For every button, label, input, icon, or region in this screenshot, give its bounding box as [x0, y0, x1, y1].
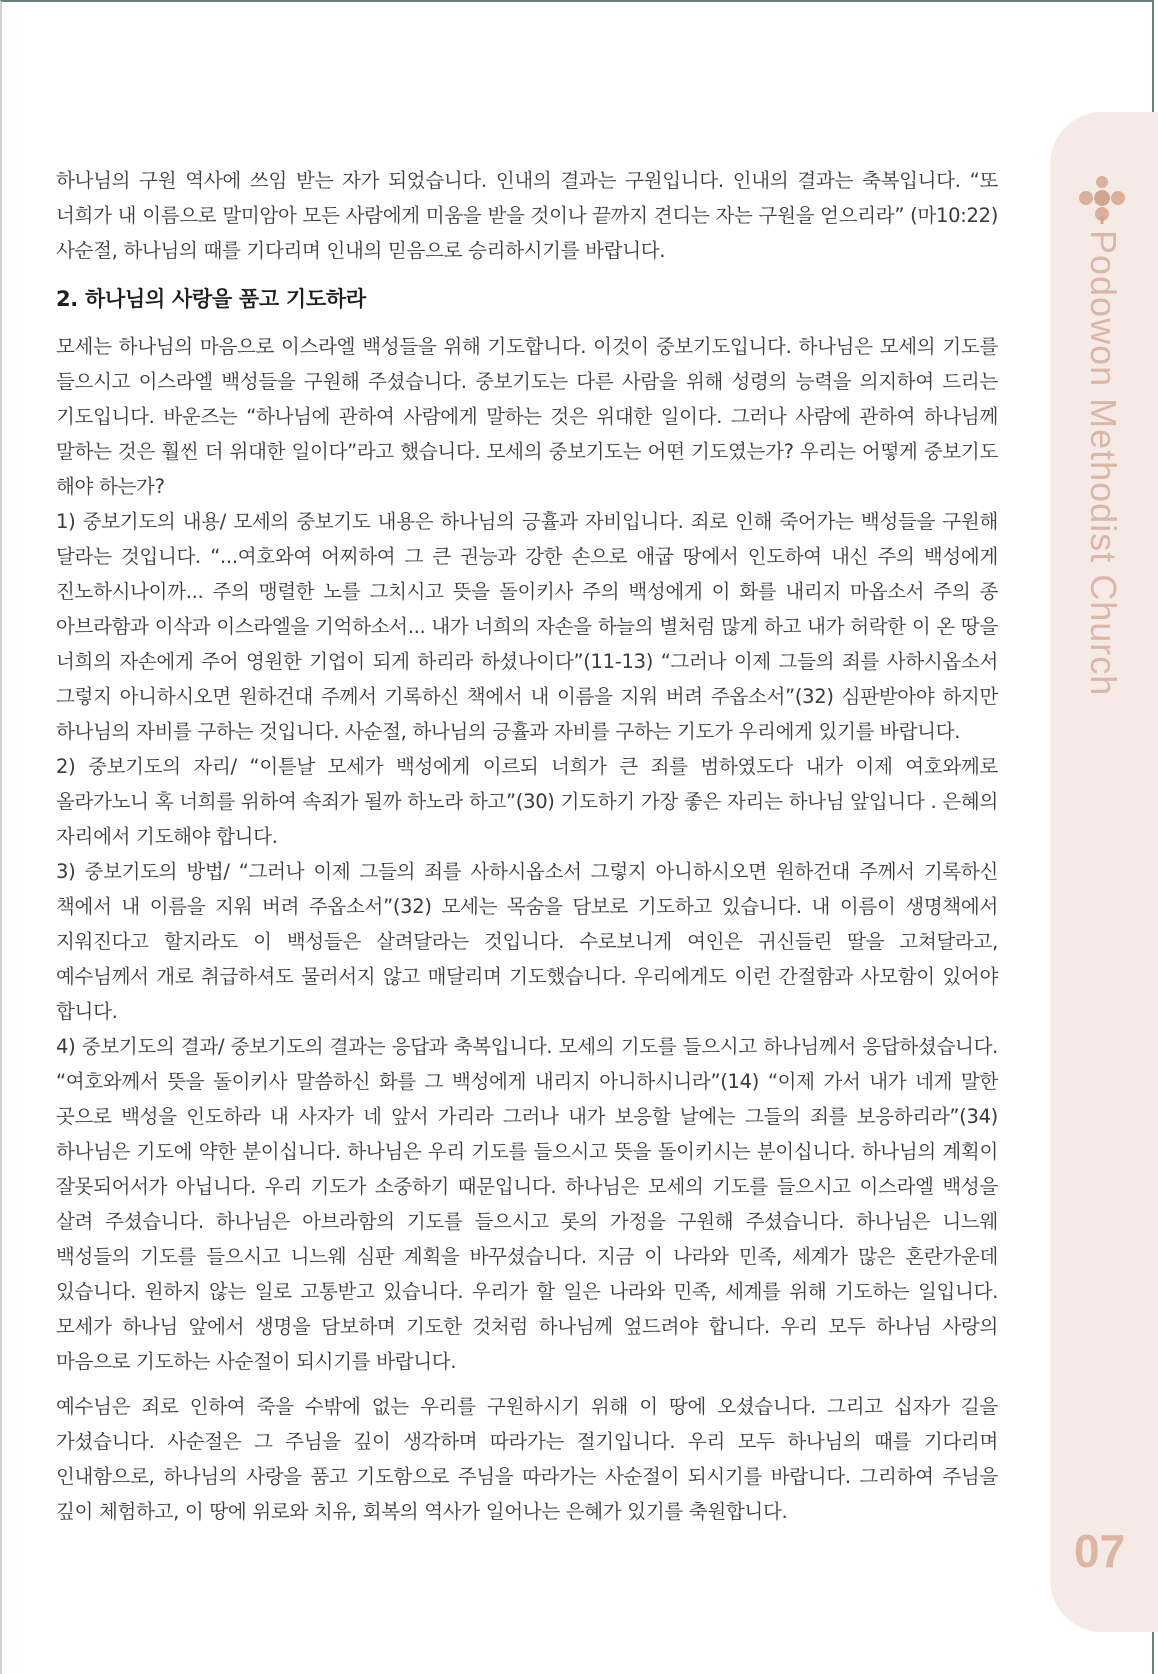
grape-cluster-icon: [1078, 176, 1126, 224]
conclusion-paragraph: 예수님은 죄로 인하여 죽을 수밖에 없는 우리를 구원하시기 위해 이 땅에 오셨습니다. 그리고 십자가 길을 가셨습니다. 사순절은 그 주님을 깊이 생각하며 따라가는 절기입니다. 우리 모두 하나님의 때를 기다리며 인내함으로, 하나님의 사랑을 품고 기도함으로 주님을 따라가는 사순절이 되시기를 바랍니다. 그리하여 주님을 깊이 체험하고, 이 땅에 위로와 치유, 회복의 역사가 일어나는 은혜가 있기를 축원합니다.: [56, 1395, 998, 1523]
page-number: 07: [1074, 1525, 1126, 1577]
point-3-paragraph: 3) 중보기도의 방법/ “그러나 이제 그들의 죄를 사하시옵소서 그렇지 아니하시오면 원하건대 주께서 기록하신 책에서 내 이름을 지워 버려 주옵소서”(32) 모세는 목숨을 담보로 기도하고 있습니다. 내 이름이 생명책에서 지워진다고 할지라도 이 백성들은 살려달라는 것입니다. 수로보니게 여인은 귀신들린 딸을 고쳐달라고, 예수님께서 개로 취급하셔도 물러서지 않고 매달리며 기도했습니다. 우리에게도 이런 간절함과 사모함이 있어야 합니다.: [56, 860, 998, 1023]
article-body: [56, 163, 998, 1529]
section-intro-paragraph: 모세는 하나님의 마음으로 이스라엘 백성들을 위해 기도합니다. 이것이 중보기도입니다. 하나님은 모세의 기도를 들으시고 이스라엘 백성들을 구원해 주셨습니다. 중보기도는 다른 사람을 위해 성령의 능력을 의지하여 드리는 기도입니다. 바운즈는 “하나님에 관하여 사람에게 말하는 것은 위대한 일이다. 그러나 사람에 관하여 하나님께 말하는 것은 훨씬 더 위대한 일이다”라고 했습니다. 모세의 중보기도는 어떤 기도였는가? 우리는 어떻게 중보기도 해야 하는가?: [56, 335, 998, 498]
point-4-paragraph: 4) 중보기도의 결과/ 중보기도의 결과는 응답과 축복입니다. 모세의 기도를 들으시고 하나님께서 응답하셨습니다. “여호와께서 뜻을 돌이키사 말씀하신 화를 그 백성에게 내리지 아니하시니라”(14) “이제 가서 내가 네게 말한 곳으로 백성을 인도하라 내 사자가 네 앞서 가리라 그러나 내가 보응할 날에는 그들의 죄를 보응하리라”(34) 하나님은 기도에 약한 분이십니다. 하나님은 우리 기도를 들으시고 뜻을 돌이키시는 분이십니다. 하나님의 계획이 잘못되어서가 아닙니다. 우리 기도가 소중하기 때문입니다. 하나님은 모세의 기도를 들으시고 이스라엘 백성을 살려 주셨습니다. 하나님은 아브라함의 기도를 들으시고 롯의 가정을 구원해 주셨습니다. 하나님은 니느웨 백성들의 기도를 들으시고 니느웨 심판 계획을 바꾸셨습니다. 지금 이 나라와 민족, 세계가 많은 혼란가운데 있습니다. 원하지 않는 일로 고통받고 있습니다. 우리가 할 일은 나라와 민족, 세계를 위해 기도하는 일입니다. 모세가 하나님 앞에서 생명을 담보하며 기도한 것처럼 하나님께 엎드려야 합니다. 우리 모두 하나님 사랑의 마음으로 기도하는 사순절이 되시기를 바랍니다.: [56, 1035, 998, 1373]
intro-paragraph: 하나님의 구원 역사에 쓰임 받는 자가 되었습니다. 인내의 결과는 구원입니다. 인내의 결과는 축복입니다. “또 너희가 내 이름으로 말미암아 모든 사람에게 미움을 받을 것이나 끝까지 견디는 자는 구원을 얻으리라” (마10:22) 사순절, 하나님의 때를 기다리며 인내의 믿음으로 승리하시기를 바랍니다.: [56, 169, 998, 262]
point-2-paragraph: 2) 중보기도의 자리/ “이튿날 모세가 백성에게 이르되 너희가 큰 죄를 범하였도다 내가 이제 여호와께로 올라가노니 혹 너희를 위하여 속죄가 될까 하노라 하고”(30) 기도하기 가장 좋은 자리는 하나님 앞입니다 . 은혜의 자리에서 기도해야 합니다.: [56, 755, 998, 848]
section-heading: 2. 하나님의 사랑을 품고 기도하라: [56, 287, 366, 311]
church-name: Podowon Methodist Church: [1083, 230, 1124, 697]
point-1-paragraph: 1) 중보기도의 내용/ 모세의 중보기도 내용은 하나님의 긍휼과 자비입니다. 죄로 인해 죽어가는 백성들을 구원해 달라는 것입니다. “...여호와여 어찌하여 그 큰 권능과 강한 손으로 애굽 땅에서 인도하여 내신 주의 백성에게 진노하시나이까... 주의 맹렬한 노를 그치시고 뜻을 돌이키사 주의 백성에게 이 화를 내리지 마옵소서 주의 종 아브라함과 이삭과 이스라엘을 기억하소서... 내가 너희의 자손을 하늘의 별처럼 많게 하고 내가 허락한 이 온 땅을 너희의 자손에게 주어 영원한 기업이 되게 하리라 하셨나이다”(11-13) “그러나 이제 그들의 죄를 사하시옵소서 그렇지 아니하시오면 원하건대 주께서 기록하신 책에서 내 이름을 지워 버려 주옵소서”(32) 심판받아야 하지만 하나님의 자비를 구하는 것입니다. 사순절, 하나님의 긍휼과 자비를 구하는 기도가 우리에게 있기를 바랍니다.: [56, 510, 998, 743]
